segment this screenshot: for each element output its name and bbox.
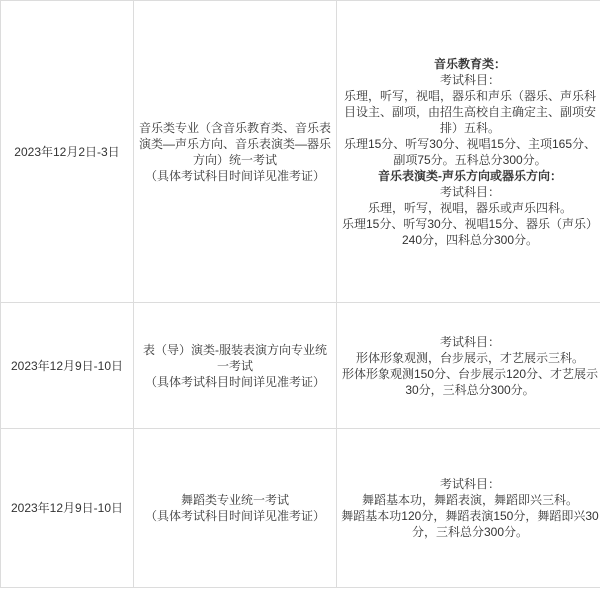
- table-row: [1, 303, 600, 429]
- exam-table-body: [1, 1, 600, 588]
- exam-detail-line: 考试科目：: [439, 477, 500, 491]
- exam-name-line: 表（导）演类-服装表演方向专业统一考试: [143, 342, 327, 373]
- exam-name-cell: [134, 429, 337, 588]
- exam-detail-line: 乐理，听写，视唱，器乐或声乐四科。: [367, 200, 572, 215]
- table-row: [1, 429, 600, 588]
- exam-detail-line: 舞蹈基本功120分，舞蹈表演150分，舞蹈即兴30分，三科总分300分。: [341, 509, 599, 539]
- exam-name-cell: [134, 303, 337, 429]
- exam-category-heading: 音乐表演类-声乐方向或器乐方向：: [378, 168, 562, 183]
- exam-detail-line: 形体形象观测150分、台步展示120分、才艺展示30分，三科总分300分。: [341, 366, 599, 397]
- exam-name-line: 音乐类专业（含音乐教育类、音乐表演类—声乐方向、音乐表演类—器乐方向）统一考试: [138, 120, 331, 167]
- exam-category-heading: 音乐教育类：: [433, 56, 506, 71]
- exam-detail-line: 乐理，听写，视唱，器乐和声乐（器乐、声乐科目设主、副项，由招生高校自主确定主、副项安排）五科。: [343, 88, 596, 135]
- exam-detail-line: 乐理15分、听写30分、视唱15分、主项165分、副项75分。五科总分300分。: [343, 136, 597, 167]
- exam-details-cell: [337, 1, 600, 303]
- exam-date-cell: 2023年12月2日-3日: [1, 1, 134, 303]
- table-row: [1, 1, 600, 303]
- exam-detail-line: 形体形象观测，台步展示，才艺展示三科。: [355, 350, 584, 365]
- exam-detail-line: 乐理15分、听写30分、视唱15分、器乐（声乐）240分，四科总分300分。: [341, 216, 599, 247]
- exam-name-line: （具体考试科目时间详见准考证）: [144, 374, 325, 389]
- exam-detail-line: 考试科目：: [439, 334, 500, 349]
- exam-date-cell: 2023年12月9日-10日: [1, 303, 134, 429]
- exam-name-line: 舞蹈类专业统一考试: [180, 493, 289, 507]
- exam-name-cell: [134, 1, 337, 303]
- exam-detail-line: 考试科目：: [439, 184, 500, 199]
- exam-date-cell: 2023年12月9日-10日: [1, 429, 134, 588]
- exam-details-cell: [337, 303, 600, 429]
- exam-name-line: （具体考试科目时间详见准考证）: [144, 168, 325, 183]
- exam-detail-line: 舞蹈基本功，舞蹈表演，舞蹈即兴三科。: [361, 493, 578, 507]
- exam-detail-line: 考试科目：: [439, 72, 500, 87]
- exam-name-line: （具体考试科目时间详见准考证）: [144, 509, 325, 523]
- exam-details-cell: [337, 429, 600, 588]
